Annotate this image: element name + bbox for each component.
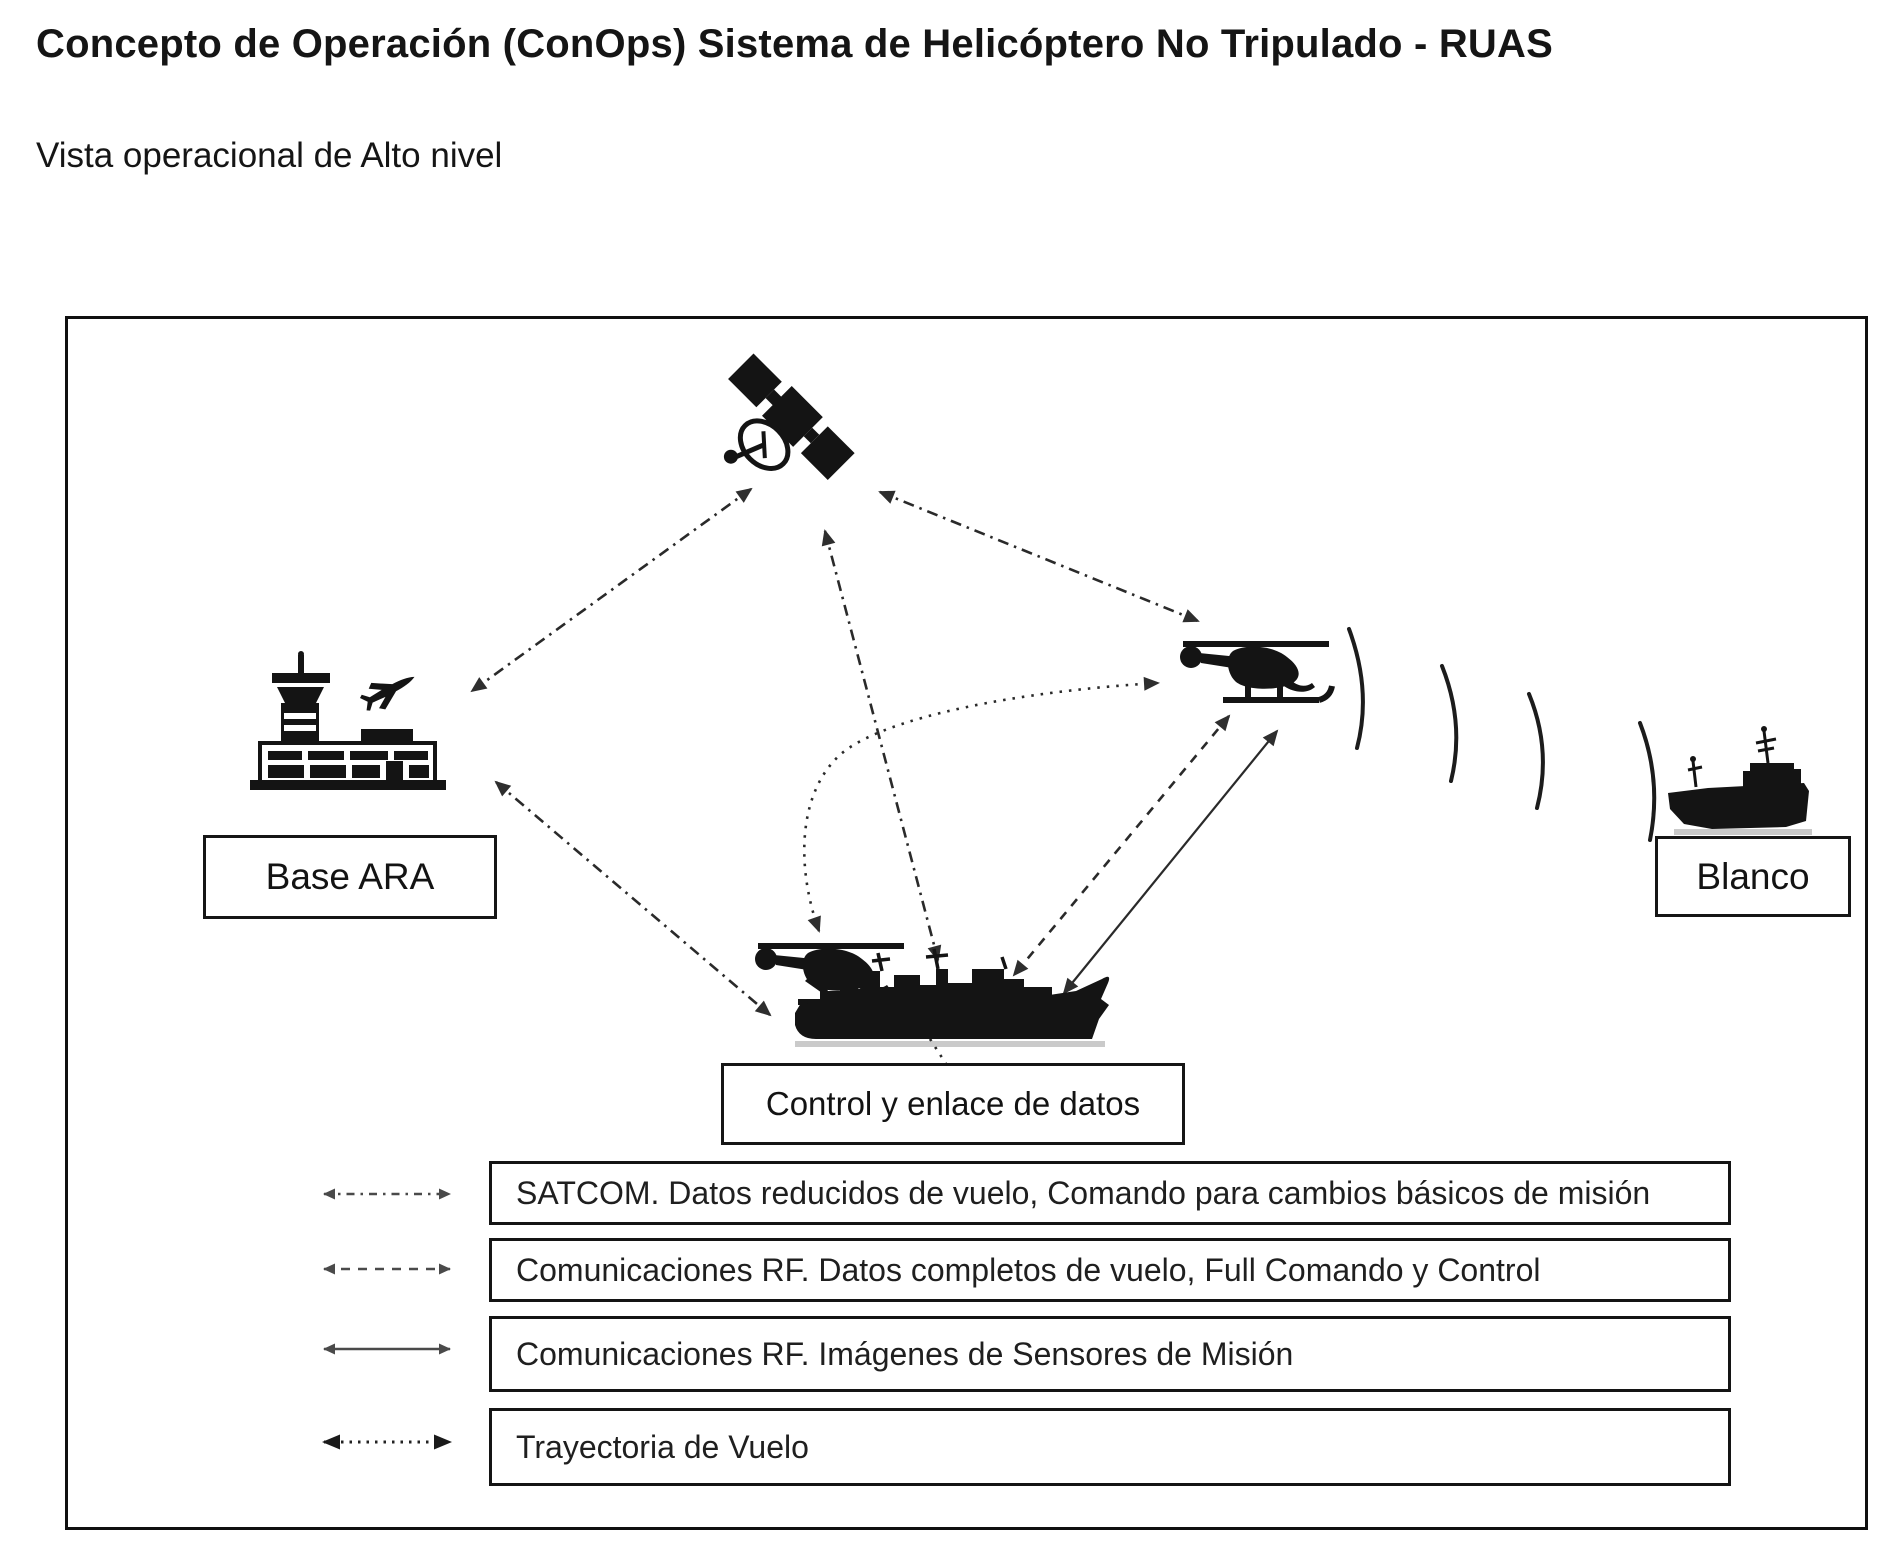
airplane-icon (356, 664, 421, 718)
control-datalink-label (721, 1063, 1185, 1145)
legend-item-trajectory-text: Trayectoria de Vuelo (516, 1428, 809, 1465)
base-ara-label-text: Base ARA (265, 856, 435, 897)
legend-item-satcom (489, 1161, 1731, 1225)
link-uav-control-ship-dashed (1014, 716, 1229, 975)
airbase-icon (250, 651, 446, 790)
satellite-icon (686, 351, 857, 522)
radio-waves-icon (1349, 629, 1654, 840)
control-datalink-label-text: Control y enlace de datos (765, 1085, 1141, 1122)
legend-arrow-satcom-dash-dot (308, 1180, 468, 1208)
page-title: Concepto de Operación (ConOps) Sistema de Helicóptero No Tripulado - RUAS (36, 22, 1553, 66)
page-subtitle: Vista operacional de Alto nivel (36, 136, 503, 175)
legend-arrow-trajectory-dotted (308, 1428, 468, 1456)
legend-item-rf-command-text: Comunicaciones RF. Datos completos de vuelo, Full Comando y Control (516, 1251, 1541, 1288)
blanco-label-text: Blanco (1696, 855, 1810, 897)
legend-item-rf-command (489, 1238, 1731, 1302)
legend-item-satcom-text: SATCOM. Datos reducidos de vuelo, Comando para cambios básicos de misión (516, 1174, 1651, 1211)
uav-helicopter-icon (1180, 641, 1332, 703)
link-satellite-control-ship (825, 531, 938, 960)
legend-item-rf-sensors-text: Comunicaciones RF. Imágenes de Sensores de Misión (516, 1335, 1294, 1372)
link-satellite-uav (880, 492, 1198, 621)
blanco-label (1655, 836, 1851, 917)
link-uav-control-ship-solid (1064, 731, 1277, 993)
diagram-frame (65, 316, 1868, 1530)
link-base-control-ship (496, 782, 770, 1015)
legend-item-rf-sensors (489, 1316, 1731, 1392)
legend-arrow-rf-solid (308, 1335, 468, 1363)
target-ship-icon (1668, 726, 1812, 835)
legend-item-trajectory (489, 1408, 1731, 1486)
legend-arrow-rf-dashed (308, 1255, 468, 1283)
link-satellite-base (472, 489, 751, 691)
base-ara-label (203, 835, 497, 919)
